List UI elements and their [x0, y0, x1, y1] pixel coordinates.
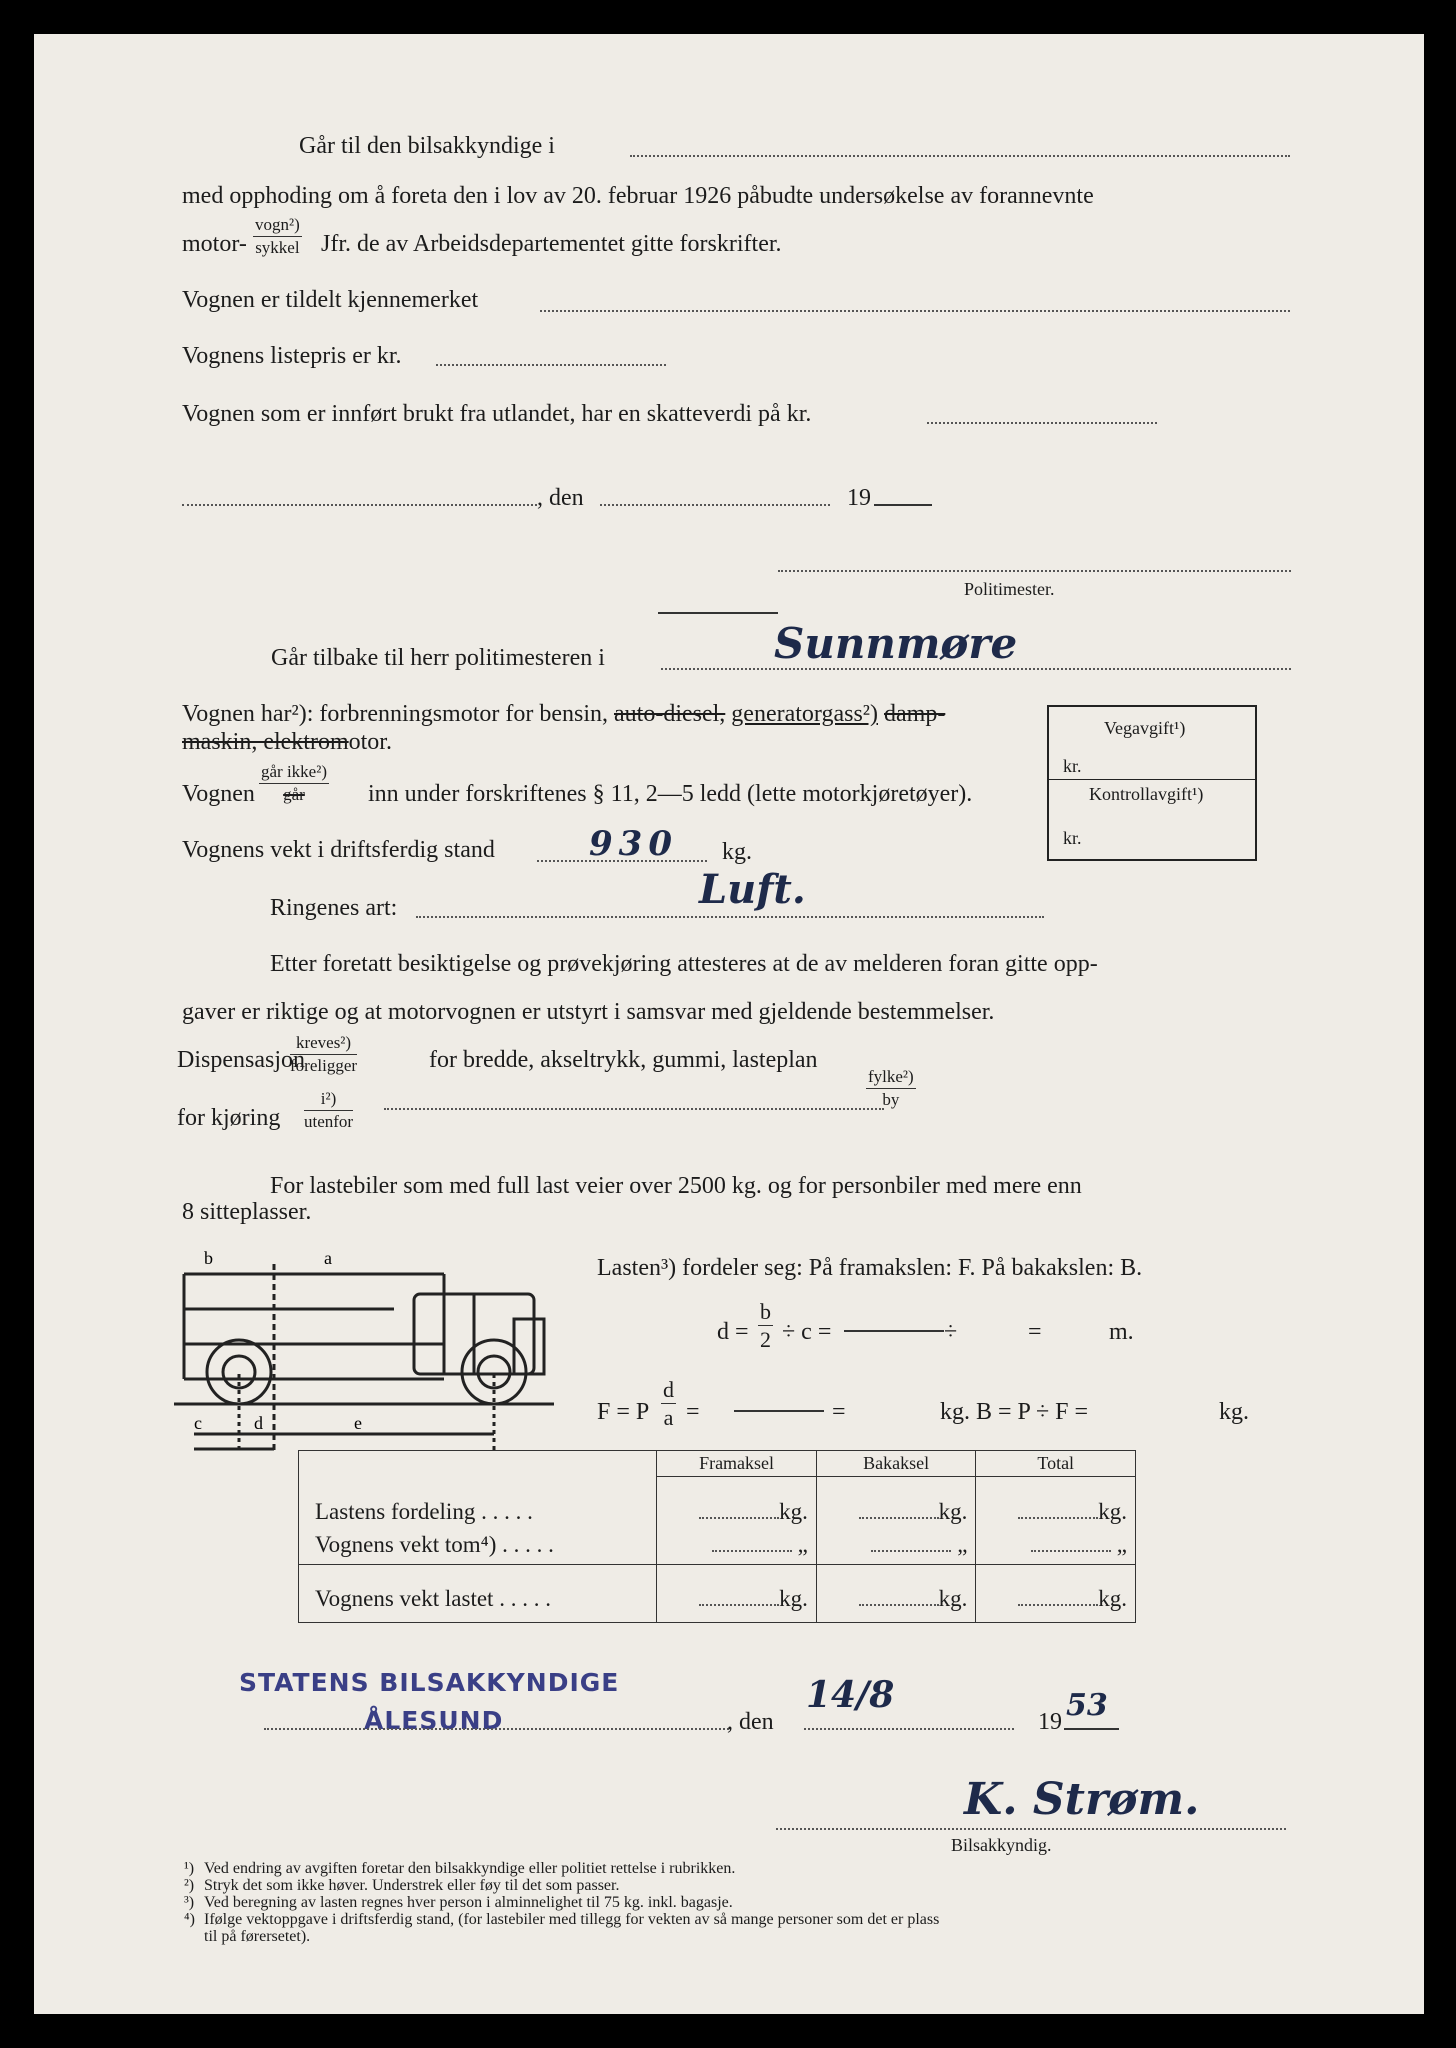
district-handwritten: Sunnmøre — [774, 619, 1018, 668]
vogn-sykkel-fraction: vogn²) sykkel — [255, 215, 300, 257]
date-den: , den — [537, 485, 584, 511]
gar-ikke-fraction: går ikke²) går — [261, 762, 327, 804]
table-cell[interactable]: „ — [816, 1525, 976, 1565]
table-cell[interactable]: kg. — [816, 1477, 976, 1525]
dispensation-label: Dispensasjon — [177, 1047, 305, 1073]
attest-line-1: Etter foretatt besiktigelse og prøvekjøring attesteres at de av melderen foran gitte opp- — [270, 951, 1098, 977]
table-row — [299, 1525, 1136, 1565]
diagram-label-d: d — [254, 1413, 263, 1433]
formula-unit-m: m. — [1109, 1319, 1134, 1345]
fee-box-divider — [1049, 779, 1255, 780]
row-label: Vognens vekt lastet . . . . . — [299, 1565, 657, 1623]
footnotes — [184, 1860, 1304, 1945]
fee-box — [1047, 705, 1257, 861]
registration-label: Vognen er tildelt kjennemerket — [182, 287, 479, 313]
inspector-signature-line[interactable] — [776, 1828, 1286, 1830]
form-page — [34, 34, 1424, 2014]
inspector-signature: K. Strøm. — [964, 1774, 1200, 1825]
goes-to-label: Går til den bilsakkyndige i — [299, 133, 555, 159]
driving-fraction: i²) utenfor — [304, 1089, 354, 1131]
tax-value-field[interactable] — [927, 422, 1157, 424]
load-distribution-table — [298, 1450, 1136, 1623]
footnote: til på førersetet). — [204, 1928, 311, 1945]
diagram-label-b: b — [204, 1248, 213, 1268]
goes-back-label: Går tilbake til herr politimesteren i — [271, 645, 605, 671]
road-tax-kr: kr. — [1063, 756, 1082, 776]
tyres-handwritten: Luft. — [699, 866, 806, 913]
formula-blank-2[interactable] — [734, 1410, 824, 1412]
load-intro-2: 8 sitteplasser. — [182, 1199, 312, 1225]
date-year: 19 — [847, 485, 871, 511]
formula-d-over-a: $\frac{d}{a}$ — [663, 1377, 674, 1431]
engine-type-text-2: maskin, elektromotor. — [182, 729, 392, 755]
inspector-signer-label: Bilsakkyndig. — [951, 1835, 1052, 1855]
section-divider — [658, 612, 778, 614]
motor-prefix: motor- — [182, 231, 247, 257]
footnote: ¹) Ved endring av avgiften foretar den bilsakkyndige eller politiet rettelse i rubrikken. — [184, 1860, 736, 1877]
load-intro-1: For lastebiler som med full last veier over 2500 kg. og for personbiler med mere enn — [270, 1173, 1082, 1199]
district-field[interactable] — [661, 668, 1291, 670]
place-field[interactable] — [182, 504, 537, 506]
table-cell[interactable]: „ — [657, 1525, 817, 1565]
diagram-label-c: c — [194, 1413, 202, 1433]
list-price-field[interactable] — [436, 364, 666, 366]
row-label: Lastens fordeling . . . . . — [299, 1477, 657, 1525]
place-field-2[interactable] — [264, 1728, 729, 1730]
list-price-label: Vognens listepris er kr. — [182, 343, 402, 369]
table-cell[interactable]: kg. — [976, 1477, 1136, 1525]
date-field[interactable] — [600, 504, 830, 506]
table-row — [299, 1565, 1136, 1623]
authority-stamp-line2: ÅLESUND — [364, 1706, 504, 1735]
driving-label: for kjøring — [177, 1105, 281, 1131]
dispensation-text: for bredde, akseltrykk, gummi, lasteplan — [429, 1047, 818, 1073]
footnote: ⁴) Ifølge vektoppgave i driftsferdig stand, (for lastebiler med tillegg for vekten av så mange personer som det er plass — [184, 1911, 940, 1928]
inspection-fee-label: Kontrollavgift¹) — [1089, 784, 1204, 804]
formula-unit-kg: kg. — [1219, 1399, 1249, 1425]
county-field[interactable] — [384, 1108, 884, 1110]
table-cell[interactable]: kg. — [657, 1477, 817, 1525]
imported-label: Vognen som er innført brukt fra utlandet, har en skatteverdi på kr. — [182, 401, 812, 427]
regulation-text: inn under forskriftenes § 11, 2—5 ledd (lette motorkjøretøyer). — [368, 781, 973, 807]
formula-blank-1[interactable] — [844, 1330, 944, 1332]
formula-d-minus: ÷ — [944, 1319, 958, 1345]
truck-diagram — [174, 1224, 574, 1464]
engine-type-text: Vognen har²): forbrenningsmotor for bensin, auto-diesel, generatorgass²) damp- — [182, 701, 946, 727]
date-field-2[interactable] — [804, 1728, 1014, 1730]
weight-label: Vognens vekt i driftsferdig stand — [182, 837, 495, 863]
formula-f-equals-1: = — [686, 1399, 700, 1425]
footnote: ³) Ved beregning av lasten regnes hver person i alminnelighet til 75 kg. inkl. bagasje. — [184, 1894, 733, 1911]
year-field[interactable] — [874, 504, 932, 506]
table-cell[interactable]: kg. — [657, 1565, 817, 1623]
tyres-field[interactable] — [416, 916, 1044, 918]
diagram-label-a: a — [324, 1248, 332, 1268]
police-signature-line[interactable] — [778, 570, 1291, 572]
diagram-label-e: e — [354, 1413, 362, 1433]
year-handwritten: 53 — [1066, 1688, 1108, 1723]
table-header-row — [299, 1451, 1136, 1477]
footer-year-prefix: 19 — [1038, 1709, 1062, 1735]
inspection-fee-kr: kr. — [1063, 828, 1082, 848]
motor-suffix: Jfr. de av Arbeidsdepartementet gitte forskrifter. — [321, 231, 782, 257]
col-header-rear: Bakaksel — [816, 1451, 976, 1477]
table-cell[interactable]: „ — [976, 1525, 1136, 1565]
authority-stamp-line1: STATENS BILSAKKYNDIGE — [239, 1668, 620, 1697]
row-label: Vognens vekt tom⁴) . . . . . — [299, 1525, 657, 1565]
police-signer-label: Politimester. — [964, 579, 1055, 599]
col-header-front: Framaksel — [657, 1451, 817, 1477]
table-cell[interactable]: kg. — [976, 1565, 1136, 1623]
formula-d-equals: = — [1028, 1319, 1042, 1345]
formula-b-text: kg. B = P ÷ F = — [940, 1399, 1089, 1425]
vognen-word: Vognen — [182, 781, 255, 807]
request-line: med opphoding om å foreta den i lov av 20. februar 1926 påbudte undersøkelse av forannevnte — [182, 183, 1094, 209]
footnote: ²) Stryk det som ikke høver. Understrek eller føy til det som passer. — [184, 1877, 620, 1894]
table-corner — [299, 1451, 657, 1477]
formula-f-start: F = P — [597, 1399, 650, 1425]
formula-d-mid: ÷ c = — [782, 1319, 832, 1345]
formula-f-equals-2: = — [832, 1399, 846, 1425]
footer-den: , den — [727, 1709, 774, 1735]
date-handwritten: 14/8 — [806, 1674, 895, 1716]
tyres-label: Ringenes art: — [270, 895, 398, 921]
registration-field[interactable] — [540, 310, 1290, 312]
city-field[interactable] — [630, 155, 1290, 157]
table-row — [299, 1477, 1136, 1525]
dispensation-fraction: kreves²) foreligger — [290, 1033, 358, 1075]
formula-d-start: d = — [717, 1319, 749, 1345]
attest-line-2: gaver er riktige og at motorvognen er utstyrt i samsvar med gjeldende bestemmelser. — [182, 999, 995, 1025]
road-tax-label: Vegavgift¹) — [1104, 718, 1186, 738]
col-header-total: Total — [976, 1451, 1136, 1477]
county-fraction: fylke²) by — [868, 1067, 914, 1109]
year-field-2[interactable] — [1064, 1728, 1119, 1730]
load-distribution-text: Lasten³) fordeler seg: På framakslen: F. På bakakslen: B. — [597, 1255, 1143, 1281]
formula-b-over-2: $\frac{b}{2}$ — [760, 1299, 771, 1353]
table-cell[interactable]: kg. — [816, 1565, 976, 1623]
weight-unit: kg. — [722, 839, 752, 865]
weight-handwritten: 930 — [589, 824, 678, 864]
